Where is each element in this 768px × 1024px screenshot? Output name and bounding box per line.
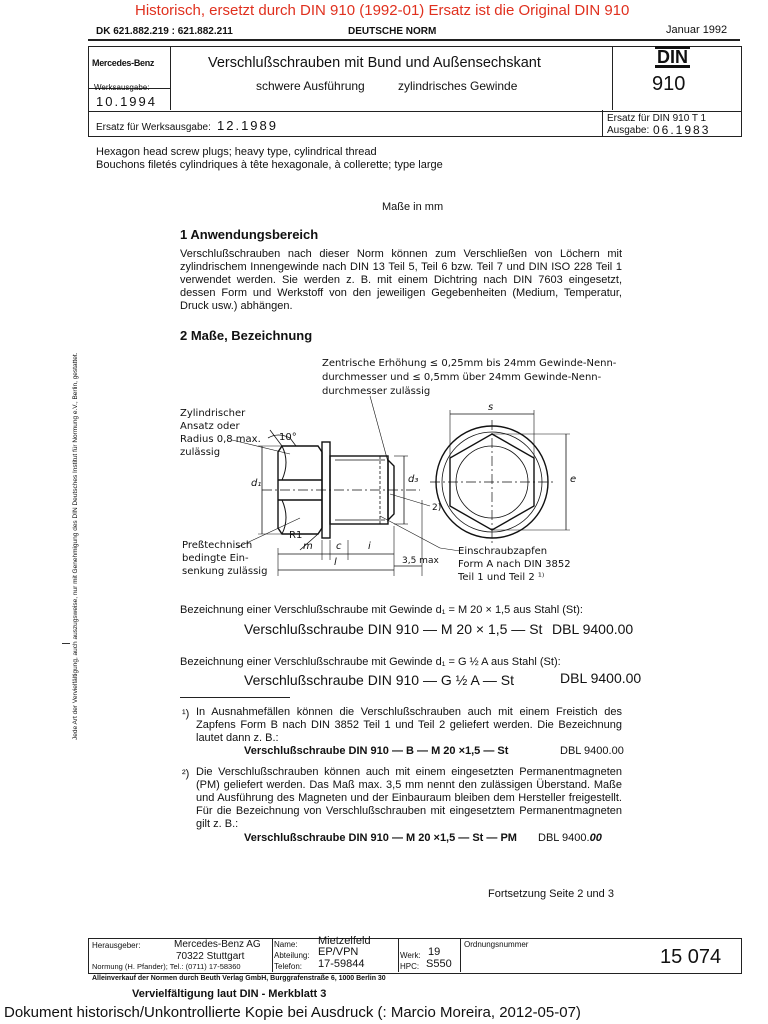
company-name: Mercedes-Benz <box>92 58 155 68</box>
zyl-2: Ansatz oder <box>180 421 240 432</box>
i-label: i <box>368 541 371 552</box>
bez1-dbl: DBL 9400.00 <box>552 621 634 637</box>
s-label: s <box>488 402 494 413</box>
abteilung: EP/VPN <box>318 946 359 958</box>
french-title: Bouchons filetés cylindriques à tête hexagonale, à collerette; type large <box>96 159 443 171</box>
hpc: S550 <box>426 958 452 970</box>
punch-mark <box>62 643 70 644</box>
subtitle-right: zylindrisches Gewinde <box>398 79 518 93</box>
ordnung-number: 15 074 <box>660 946 722 968</box>
werk-label: Werk: <box>400 951 421 960</box>
bez1-code: Verschlußschraube DIN 910 — M 20 × 1,5 — St <box>244 621 543 637</box>
herausgeber-label: Herausgeber: <box>92 941 141 950</box>
normung-contact: Normung (H. Pfander); Tel.: (0711) 17-58360 <box>92 962 241 971</box>
zyl-3: Radius 0,8 max. <box>180 434 261 445</box>
ersatz-werk-date: 12.1989 <box>217 118 278 133</box>
fn2-dbl <box>538 832 602 845</box>
bez2-code: Verschlußschraube DIN 910 — G ½ A — St <box>244 672 515 688</box>
bez2-intro: Bezeichnung einer Verschlußschraube mit Gewinde d₁ = G ½ A aus Stahl (St): <box>180 656 561 668</box>
footer-city: 70322 Stuttgart <box>176 951 245 962</box>
press-3: senkung zulässig <box>182 566 268 577</box>
fn1-code: Verschlußschraube DIN 910 — B — M 20 ×1,5 — St <box>244 745 509 757</box>
r1-label: R1 <box>289 530 303 541</box>
fn2-mark: ²) <box>182 768 190 780</box>
section1-text: Verschlußschrauben nach dieser Norm können zum Verschließen von Löchern mit zylindrischem Innengewinde nach DIN 13 Teil 5, Teil 6 bzw. Teil 7 und DIN ISO 228 Teil 1 verwendet werden. Sie werden z. B. mit einem Dichtring nach DIN 7603 eingesetzt, dessen Form und Werkstoff von den jeweiligen Gegebenheiten (Medium, Temperatur, Druck usw.) abhängen. <box>180 248 622 312</box>
werksausgabe-label: Werksausgabe: <box>94 83 150 92</box>
subtitle-left: schwere Ausführung <box>256 79 365 93</box>
note-top-3: durchmesser zulässig <box>322 386 431 397</box>
telefon-label: Telefon: <box>274 962 303 971</box>
fn2-code: Verschlußschraube DIN 910 — M 20 ×1,5 — St — PM <box>244 832 517 844</box>
max35-label: 3,5 max <box>402 556 439 566</box>
dk-number: DK 621.882.219 : 621.882.211 <box>96 26 233 37</box>
fortsetzung: Fortsetzung Seite 2 und 3 <box>488 888 614 900</box>
din-number: 910 <box>652 73 686 95</box>
ersatz-din: Ersatz für DIN 910 T 1 <box>607 113 707 124</box>
herausgeber: Mercedes-Benz AG <box>174 939 261 950</box>
fn2-ref: 2) <box>432 503 442 513</box>
ordnung-label: Ordnungsnummer <box>464 940 529 949</box>
ersatz-werk-label: Ersatz für Werksausgabe: <box>96 122 211 133</box>
fn2-dbl-suffix: 00 <box>589 832 602 844</box>
merkblatt: Vervielfältigung laut DIN - Merkblatt 3 <box>132 988 327 1000</box>
fn1-mark: ¹) <box>182 708 190 720</box>
ein-1: Einschraubzapfen <box>458 546 548 557</box>
english-title: Hexagon head screw plugs; heavy type, cylindrical thread <box>96 146 377 158</box>
watermark-top: Historisch, ersetzt durch DIN 910 (1992-01) Ersatz ist die Original DIN 910 <box>135 2 630 19</box>
contact-name: Mietzelfeld <box>318 935 371 947</box>
side-copyright: Jede Art der Vervielfältigung, auch auszugsweise, nur mit Genehmigung des DIN Deutsches Institut für Normung e.V., Berlin, gestattet. <box>72 352 79 740</box>
angle-label: 10° <box>279 432 297 443</box>
zyl-4: zulässig <box>180 447 221 458</box>
masse-note: Maße in mm <box>382 201 444 213</box>
fn1-dbl: DBL 9400.00 <box>560 745 624 757</box>
issue-date: Januar 1992 <box>666 24 728 36</box>
e-label: e <box>570 474 577 485</box>
ausgabe-date: 06.1983 <box>653 123 711 137</box>
alleinverkauf: Alleinverkauf der Normen durch Beuth Verlag GmbH, Burggrafenstraße 6, 1000 Berlin 30 <box>92 975 386 982</box>
section2-heading: 2 Maße, Bezeichnung <box>180 328 313 343</box>
werksausgabe-date: 10.1994 <box>96 94 157 109</box>
ein-2: Form A nach DIN 3852 <box>458 559 571 570</box>
bez2-dbl: DBL 9400.00 <box>560 670 642 686</box>
press-2: bedingte Ein- <box>182 553 249 564</box>
press-1: Preßtechnisch <box>182 540 253 551</box>
norm-label: DEUTSCHE NORM <box>348 26 437 37</box>
telefon: 17-59844 <box>318 958 365 970</box>
watermark-bottom: Dokument historisch/Unkontrollierte Kopie bei Ausdruck (: Marcio Moreira, 2012-05-07) <box>4 1004 581 1021</box>
note-top-2: durchmesser und ≤ 0,5mm über 24mm Gewinde-Nenn- <box>322 372 602 383</box>
l-label: l <box>334 557 337 568</box>
fn2-text: Die Verschlußschrauben können auch mit einem eingesetzten Permanentmagneten (PM) geliefert werden. Das Maß max. 3,5 mm nennt den zulässigen Überstand. Maße und Ausführung des Magneten und der Einbauraum bleiben dem Hersteller freigestellt. Für die Bezeichnung von Verschlußschrauben mit eingesetztem Permanentmagneten gilt z. B.: <box>196 766 622 830</box>
name-label: Name: <box>274 940 298 949</box>
hpc-label: HPC: <box>400 962 420 971</box>
werk: 19 <box>428 946 441 958</box>
note-top-1: Zentrische Erhöhung ≤ 0,25mm bis 24mm Gewinde-Nenn- <box>322 358 617 369</box>
d1-label: d₁ <box>251 478 262 489</box>
d3-label: d₃ <box>408 474 419 485</box>
bez1-intro: Bezeichnung einer Verschlußschraube mit Gewinde d₁ = M 20 × 1,5 aus Stahl (St): <box>180 604 583 616</box>
document-title: Verschlußschrauben mit Bund und Außensechskant <box>208 55 541 71</box>
ausgabe-label: Ausgabe: <box>607 125 650 136</box>
abteilung-label: Abteilung: <box>274 951 310 960</box>
fn1-text: In Ausnahmefällen können die Verschlußschrauben auch mit einem Freistich des Zapfens Form B nach DIN 3852 Teil 1 und Teil 2 geliefert werden. Die Bezeichnung lautet dann z. B.: <box>196 706 622 744</box>
zyl-1: Zylindrischer <box>180 408 246 419</box>
c-label: c <box>336 541 342 552</box>
fn2-dbl-prefix: DBL 9400. <box>538 832 590 844</box>
m-label: m <box>303 541 313 552</box>
ein-3: Teil 1 und Teil 2 ¹⁾ <box>458 572 545 583</box>
section1-heading: 1 Anwendungsbereich <box>180 227 319 242</box>
din-logo: DIN <box>657 47 688 67</box>
